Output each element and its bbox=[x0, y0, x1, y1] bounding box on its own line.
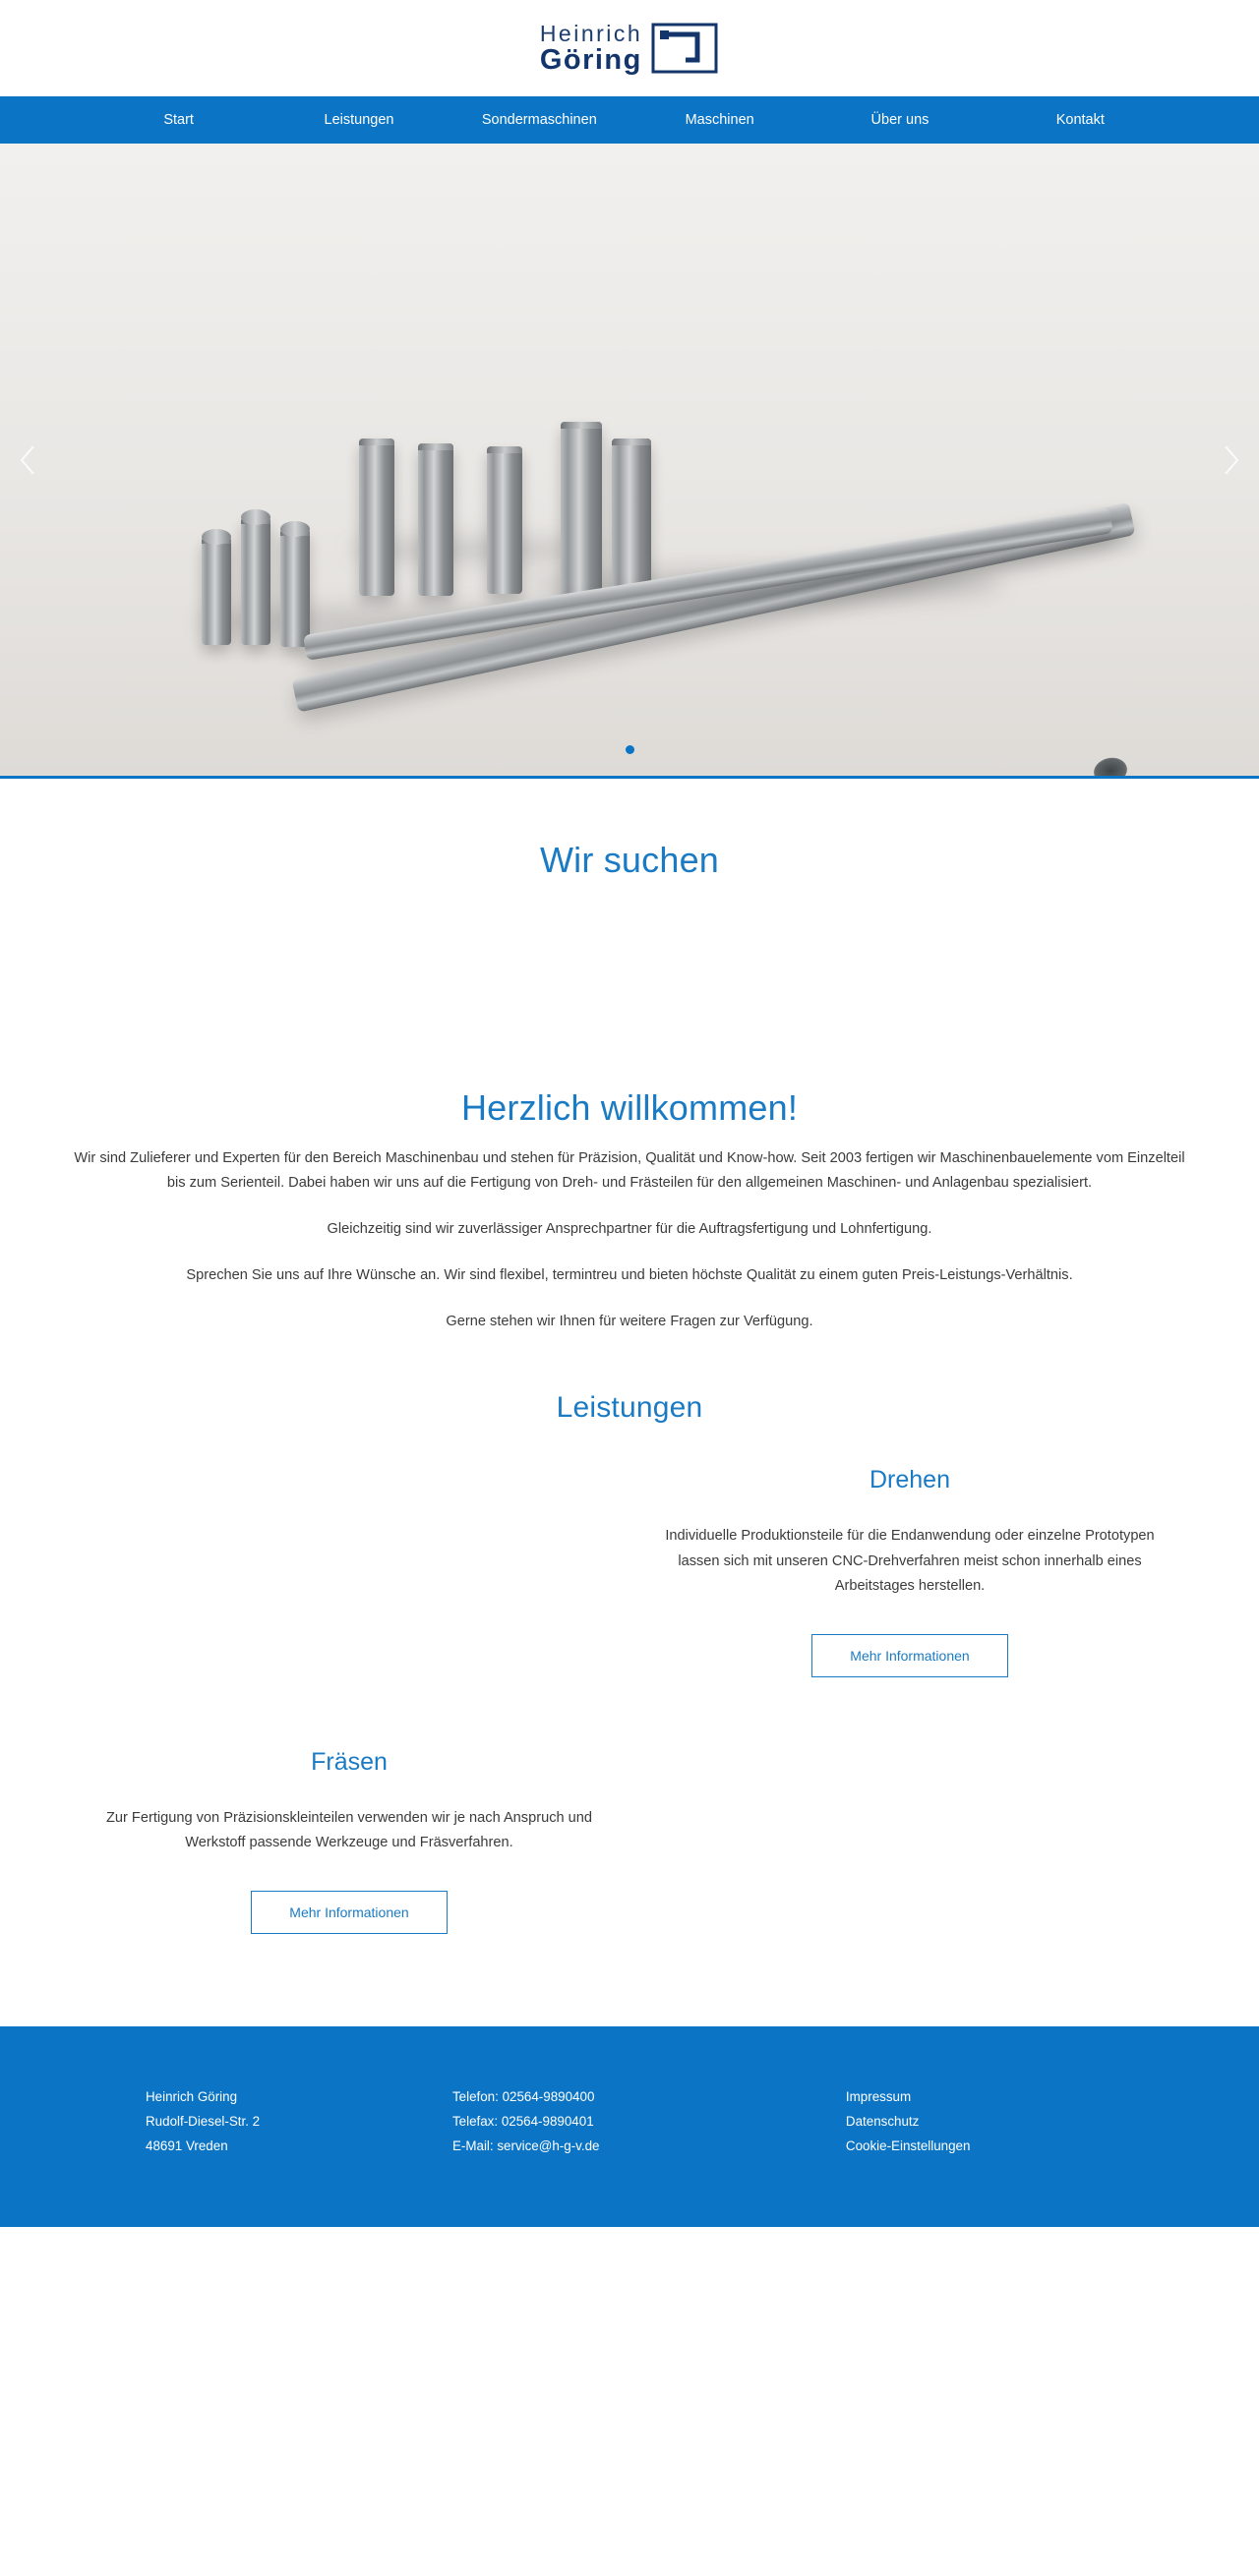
service-image-drehen bbox=[69, 1442, 630, 1676]
nav-item-maschinen[interactable]: Maschinen bbox=[685, 112, 754, 128]
service-text-fraesen: Zur Fertigung von Präzisionskleinteilen verwenden wir je nach Anspruch und Werkstoff passende Werkzeuge und Fräsverfahren. bbox=[105, 1809, 593, 1850]
service-bottom-spacer bbox=[0, 1934, 1259, 1985]
service-row-drehen bbox=[69, 1442, 1190, 1676]
service-content-fraesen bbox=[69, 1725, 630, 1934]
service-content-drehen bbox=[630, 1442, 1190, 1676]
footer-email[interactable]: E-Mail: service@h-g-v.de bbox=[451, 2137, 600, 2153]
section-willkommen bbox=[0, 1083, 1259, 1334]
footer-street: Rudolf-Diesel-Str. 2 bbox=[146, 2113, 261, 2129]
footer-company-name: Heinrich Göring bbox=[146, 2088, 238, 2104]
bracket-logo-icon bbox=[650, 21, 719, 76]
nav-item-kontakt[interactable]: Kontakt bbox=[1055, 112, 1105, 128]
logo-line-2: Göring bbox=[539, 43, 642, 76]
service-row-fraesen bbox=[69, 1725, 1190, 1934]
footer-phone: Telefon: 02564-9890400 bbox=[451, 2088, 595, 2104]
wir-suchen-title: Wir suchen bbox=[539, 840, 720, 880]
service-title-fraesen: Fräsen bbox=[311, 1747, 388, 1776]
service-image-fraesen bbox=[630, 1725, 1190, 1934]
footer-link-cookie-einstellungen[interactable]: Cookie-Einstellungen bbox=[845, 2137, 971, 2153]
service-title-drehen: Drehen bbox=[869, 1466, 950, 1494]
nav-item-ueber-uns[interactable]: Über uns bbox=[870, 112, 929, 128]
hero-next-arrow[interactable] bbox=[1214, 443, 1247, 477]
willkommen-paragraph-4: Gerne stehen wir Ihnen für weitere Fragen zur Verfügung. bbox=[446, 1314, 813, 1330]
section-leistungen bbox=[0, 1356, 1259, 1984]
willkommen-paragraph-3: Sprechen Sie uns auf Ihre Wünsche an. Wir sind flexibel, termintreu und bieten höchste Qualität zu einem guten Preis-Leistungs-Verhältnis. bbox=[186, 1267, 1073, 1284]
logo-line-1: Heinrich bbox=[539, 20, 643, 46]
footer-link-impressum[interactable]: Impressum bbox=[845, 2088, 912, 2104]
hero-prev-arrow[interactable] bbox=[12, 443, 45, 477]
hero-dot-1[interactable] bbox=[626, 745, 634, 754]
willkommen-paragraph-1: Wir sind Zulieferer und Experten für den Bereich Maschinenbau und stehen für Präzision, Qualität und Know-how. Seit 2003 fertigen wir Maschinenbauelemente vom Einzelteil bis zum Serienteil. Dabei haben wir uns auf die Fertigung von Dreh- und Frästeilen für den allgemeinen Maschinen- und Anlagenbau spezialisiert. bbox=[74, 1150, 1185, 1192]
footer-links bbox=[816, 2085, 1190, 2158]
chevron-left-icon bbox=[17, 443, 40, 477]
willkommen-paragraph-2: Gleichzeitig sind wir zuverlässiger Ansprechpartner für die Auftragsfertigung und Lohnfertigung. bbox=[327, 1221, 932, 1238]
willkommen-text bbox=[69, 1129, 1190, 1334]
hero-pagination bbox=[0, 745, 1259, 754]
site-header bbox=[0, 0, 1259, 96]
nav-item-start[interactable]: Start bbox=[163, 112, 194, 128]
service-button-drehen[interactable]: Mehr Informationen bbox=[811, 1634, 1008, 1677]
footer-link-datenschutz[interactable]: Datenschutz bbox=[845, 2113, 920, 2129]
footer-address bbox=[69, 2085, 443, 2158]
service-text-drehen: Individuelle Produktionsteile für die Endanwendung oder einzelne Prototypen lassen sich mit unseren CNC-Drehverfahren meist schon innerhalb eines Arbeitstages herstellen. bbox=[665, 1528, 1155, 1594]
willkommen-title: Herzlich willkommen! bbox=[460, 1087, 799, 1128]
logo-wordmark bbox=[540, 22, 642, 76]
service-button-fraesen[interactable]: Mehr Informationen bbox=[251, 1891, 448, 1934]
footer-city: 48691 Vreden bbox=[146, 2137, 228, 2153]
footer-fax: Telefax: 02564-9890401 bbox=[451, 2113, 594, 2129]
site-logo[interactable] bbox=[540, 21, 719, 76]
section-wir-suchen bbox=[0, 779, 1259, 1083]
site-footer bbox=[0, 2026, 1259, 2227]
wir-suchen-content-area bbox=[0, 881, 1259, 1083]
footer-contact bbox=[443, 2085, 816, 2158]
leistungen-title: Leistungen bbox=[556, 1391, 703, 1425]
service-spacer bbox=[0, 1677, 1259, 1725]
nav-item-leistungen[interactable]: Leistungen bbox=[324, 112, 394, 128]
hero-slider bbox=[0, 144, 1259, 779]
hero-image bbox=[0, 144, 1259, 776]
chevron-right-icon bbox=[1219, 443, 1242, 477]
nav-item-sondermaschinen[interactable]: Sondermaschinen bbox=[481, 112, 597, 128]
main-navigation bbox=[0, 96, 1259, 144]
